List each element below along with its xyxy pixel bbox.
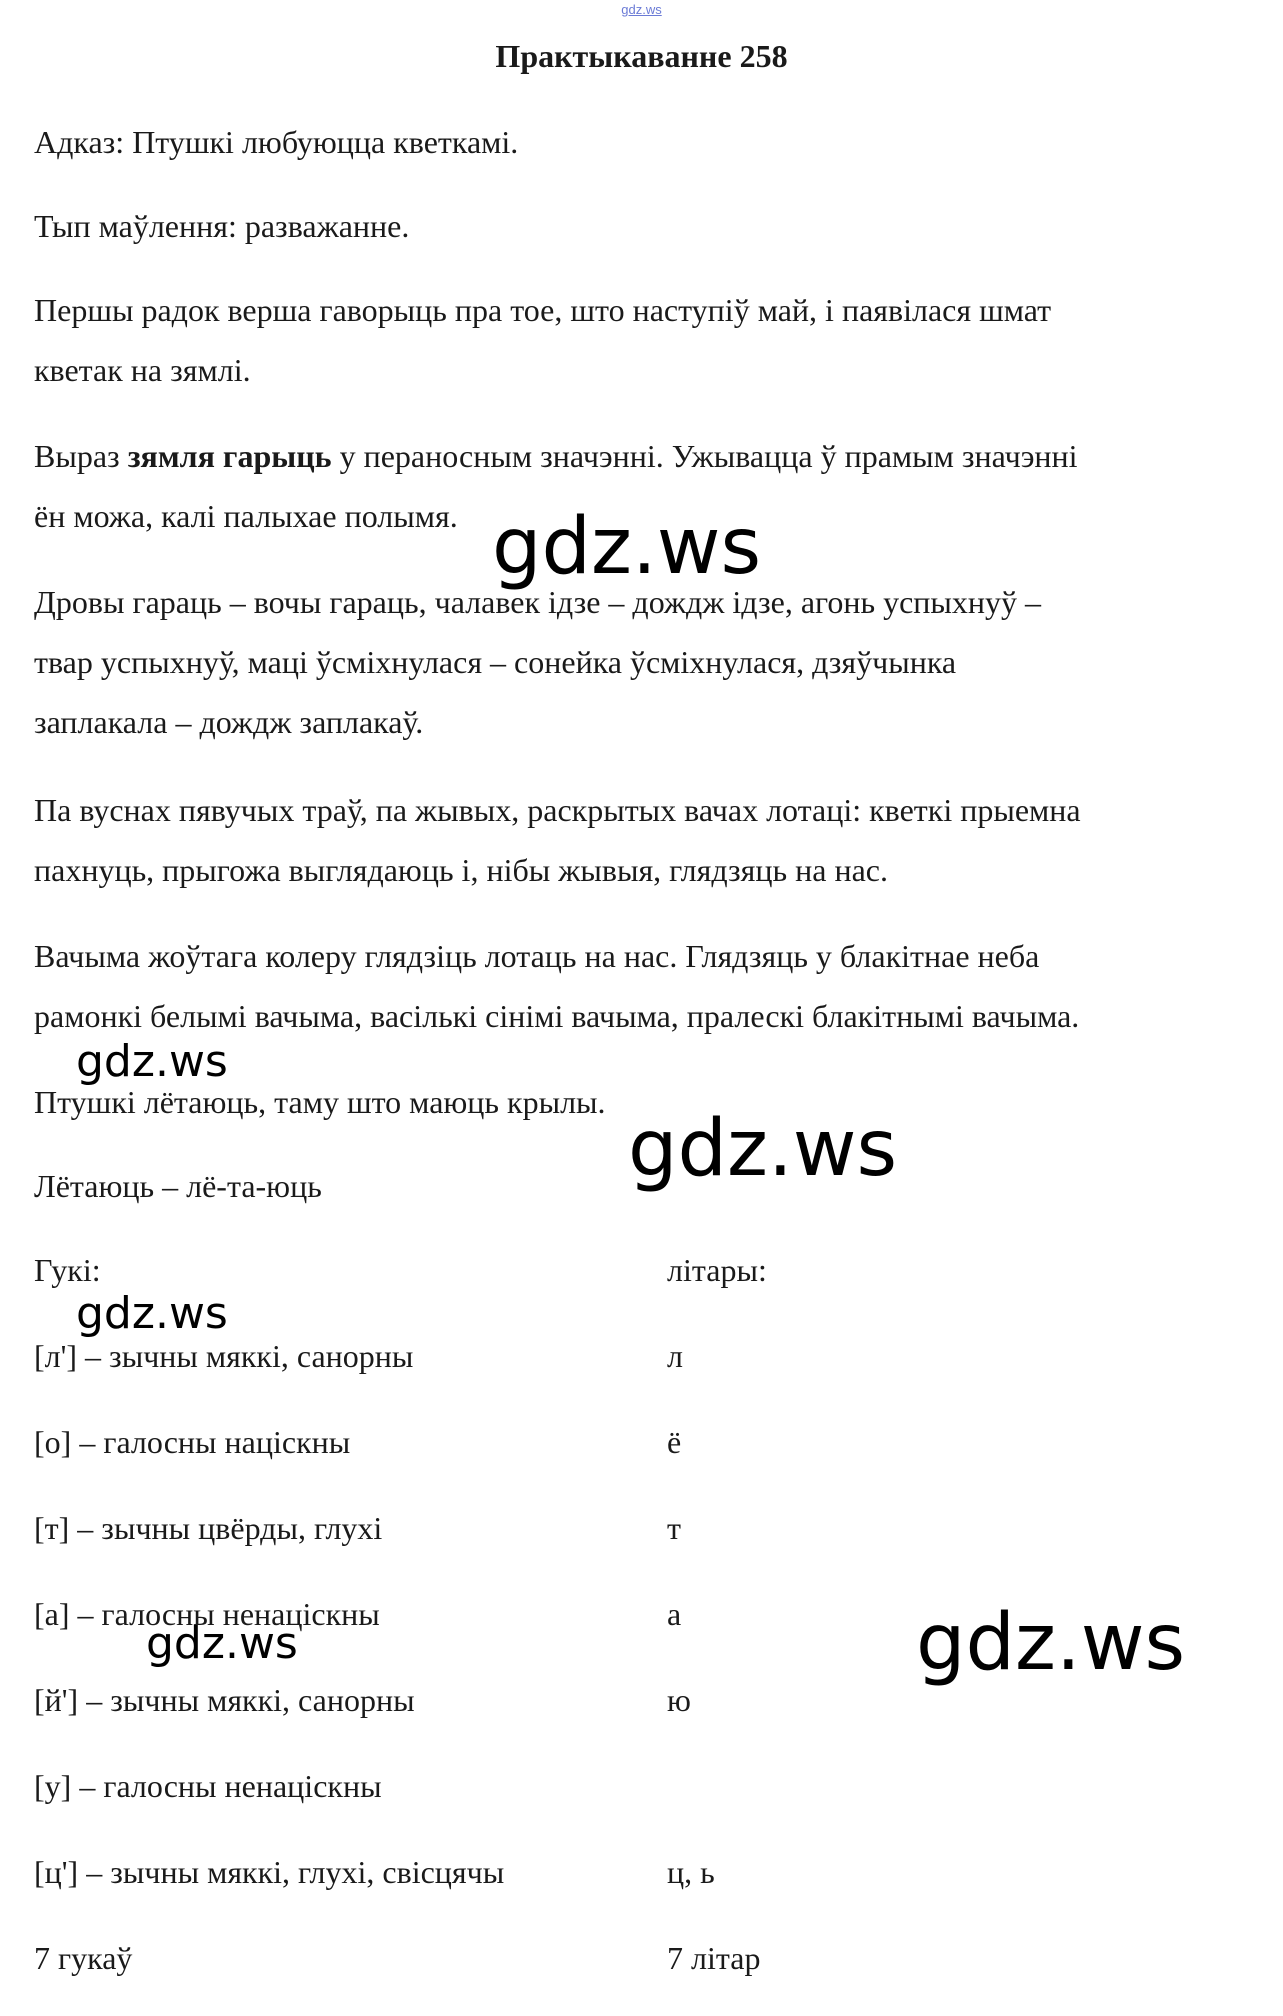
page-title: Практыкаванне 258 xyxy=(495,38,788,74)
letter-cell: л xyxy=(667,1338,683,1374)
letter-cell: ё xyxy=(667,1424,682,1460)
letter-cell: ю xyxy=(667,1682,691,1718)
watermark: gdz.ws xyxy=(76,1036,228,1087)
sound-row: [й'] – зычны мяккі, санорны xyxy=(34,1682,415,1718)
paragraph-birds: Птушкі лётаюць, таму што маюць крылы. xyxy=(34,1084,606,1120)
sound-row: [т] – зычны цвёрды, глухі xyxy=(34,1510,383,1546)
expression-intro: Выраз xyxy=(34,438,128,474)
sound-row: [ц'] – зычны мяккі, глухі, свісцячы xyxy=(34,1854,505,1890)
letter-cell: т xyxy=(667,1510,681,1546)
watermark: gdz.ws xyxy=(628,1104,898,1194)
paragraph-pairs-line1: Дровы гараць – вочы гараць, чалавек ідзе – дождж ідзе, агонь успыхнуў – xyxy=(34,584,1042,620)
sounds-header: Гукі: xyxy=(34,1252,101,1288)
paragraph-first-line-line2: кветак на зямлі. xyxy=(34,352,251,388)
sound-row: [о] – галосны націскны xyxy=(34,1424,351,1460)
paragraph-expression-line1 xyxy=(34,426,1234,486)
letter-cell: ц, ь xyxy=(667,1854,715,1890)
sound-row: [а] – галосны ненаціскны xyxy=(34,1596,380,1632)
paragraph-expression-line2: ён можа, калі палыхае полымя. xyxy=(34,498,458,534)
paragraph-flowers-line2: пахнуць, прыгожа выглядаюць і, нібы жывыя, глядзяць на нас. xyxy=(34,852,888,888)
sound-row: [л'] – зычны мяккі, санорны xyxy=(34,1338,414,1374)
paragraph-pairs-line2: твар успыхнуў, маці ўсміхнулася – сонейка ўсміхнулася, дзяўчынка xyxy=(34,644,957,680)
watermark: gdz.ws xyxy=(146,1618,298,1669)
expression-rest: у пераносным значэнні. Ужывацца ў прамым значэнні xyxy=(331,438,1078,474)
paragraph-flowers-line1: Па вуснах пявучых траў, па жывых, раскрытых вачах лотаці: кветкі прыемна xyxy=(34,792,1081,828)
paragraph-eyes-line1: Вачыма жоўтага колеру глядзіць лотаць на нас. Глядзяць у блакітнае неба xyxy=(34,938,1040,974)
letters-total: 7 літар xyxy=(667,1940,761,1976)
expression-bold: зямля гарыць xyxy=(127,438,332,474)
paragraph-first-line-line1: Першы радок верша гаворыць пра тое, што наступіў май, і паявілася шмат xyxy=(34,292,1052,328)
paragraph-eyes-line2: рамонкі белымі вачыма, васількі сінімі вачыма, пралескі блакітнымі вачыма. xyxy=(34,998,1080,1034)
paragraph-pairs-line3: заплакала – дождж заплакаў. xyxy=(34,704,424,740)
letter-cell: а xyxy=(667,1596,682,1632)
letters-header: літары: xyxy=(667,1252,767,1288)
sound-row: [у] – галосны ненаціскны xyxy=(34,1768,382,1804)
sounds-total: 7 гукаў xyxy=(34,1940,133,1976)
watermark: gdz.ws xyxy=(916,1598,1186,1688)
watermark: gdz.ws xyxy=(76,1288,228,1339)
answer-line: Адказ: Птушкі любуюцца кветкамі. xyxy=(34,124,519,160)
watermark: gdz.ws xyxy=(492,502,762,592)
top-watermark-link[interactable]: gdz.ws xyxy=(621,2,662,17)
syllable-split: Лётаюць – лё-та-юць xyxy=(34,1168,322,1204)
speech-type-line: Тып маўлення: разважанне. xyxy=(34,208,410,244)
